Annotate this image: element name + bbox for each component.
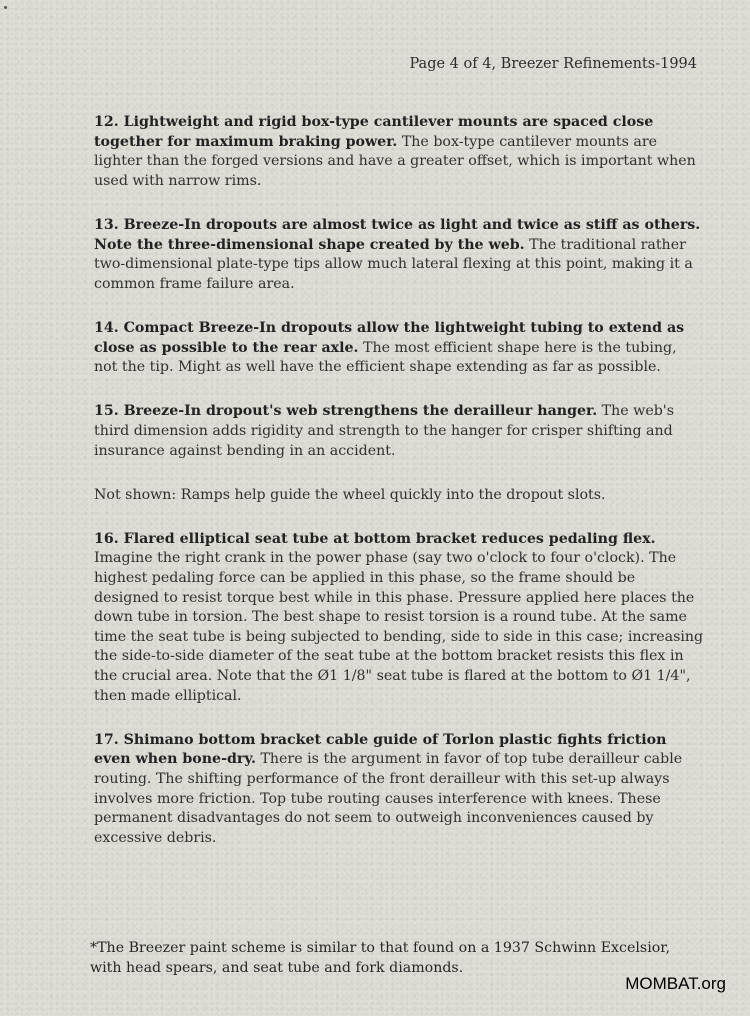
paragraph-lead: 12. Lightweight and rigid box-type cantilever mounts are spaced close together for maximum braking power. [94, 114, 654, 150]
paragraph-lead: 13. Breeze-In dropouts are almost twice as light and twice as stiff as others. Note the three-dimensional shape created by the web. [94, 216, 701, 253]
paragraph-lead: 15. Breeze-In dropout's web strengthens the derailleur hanger. [94, 403, 598, 420]
site-watermark: MOMBAT.org [625, 974, 726, 993]
paragraph-body: The web's third dimension adds rigidity and strength to the hanger for crisper shifting and insurance against bending in an accident. [94, 403, 674, 459]
page-header: Page 4 of 4, Breezer Refinements-1994 [409, 56, 697, 72]
document-body [94, 113, 704, 873]
paragraph-body: Imagine the right crank in the power phase (say two o'clock to four o'clock). The highest pedaling force can be applied in this phase, so the frame should be designed to resist torque best while in this phase. Pressure applied here places the down tube in torsion. The best shape to resist torsion is a round tube. At the same time the seat tube is being subjected to bending, side to side in this case; increasing the side-to-side diameter of the seat tube at the bottom bracket resists this flex in the crucial area. Note that the Ø1 1/8" seat tube is flared at the bottom to Ø1 1/4", then made elliptical. [94, 550, 704, 704]
scan-speck [4, 6, 7, 9]
paragraph-lead: 16. Flared elliptical seat tube at bottom bracket reduces pedaling flex. [94, 530, 656, 547]
paragraph-not-shown [94, 486, 704, 506]
paragraph-item-17 [94, 731, 704, 849]
footnote: *The Breezer paint scheme is similar to that found on a 1937 Schwinn Excelsior, with head spears, and seat tube and fork diamonds. [90, 940, 671, 976]
paragraph-body: The box-type cantilever mounts are lighter than the forged versions and have a greater offset, which is important when used with narrow rims. [94, 133, 696, 189]
paragraph-lead: 14. Compact Breeze-In dropouts allow the lightweight tubing to extend as close as possible to the rear axle. [94, 319, 685, 356]
paragraph-lead: 17. Shimano bottom bracket cable guide of Torlon plastic fights friction even when bone-dry. [94, 731, 667, 768]
paragraph-item-13 [94, 216, 704, 294]
paragraph-body: Not shown: Ramps help guide the wheel quickly into the dropout slots. [94, 486, 606, 503]
paragraph-item-12 [94, 113, 704, 191]
paragraph-item-15 [94, 402, 704, 461]
paragraph-item-14 [94, 319, 704, 378]
paragraph-body: The traditional rather two-dimensional plate-type tips allow much lateral flexing at this point, making it a common frame failure area. [94, 236, 693, 292]
paragraph-body: There is the argument in favor of top tube derailleur cable routing. The shifting performance of the front derailleur with this set-up always involves more friction. Top tube routing causes interference with knees. These permanent disadvantages do not seem to outweigh inconveniences caused by excessive debris. [94, 751, 683, 846]
paragraph-item-16 [94, 530, 704, 706]
paragraph-body: The most efficient shape here is the tubing, not the tip. Might as well have the efficient shape extending as far as possible. [94, 339, 677, 376]
